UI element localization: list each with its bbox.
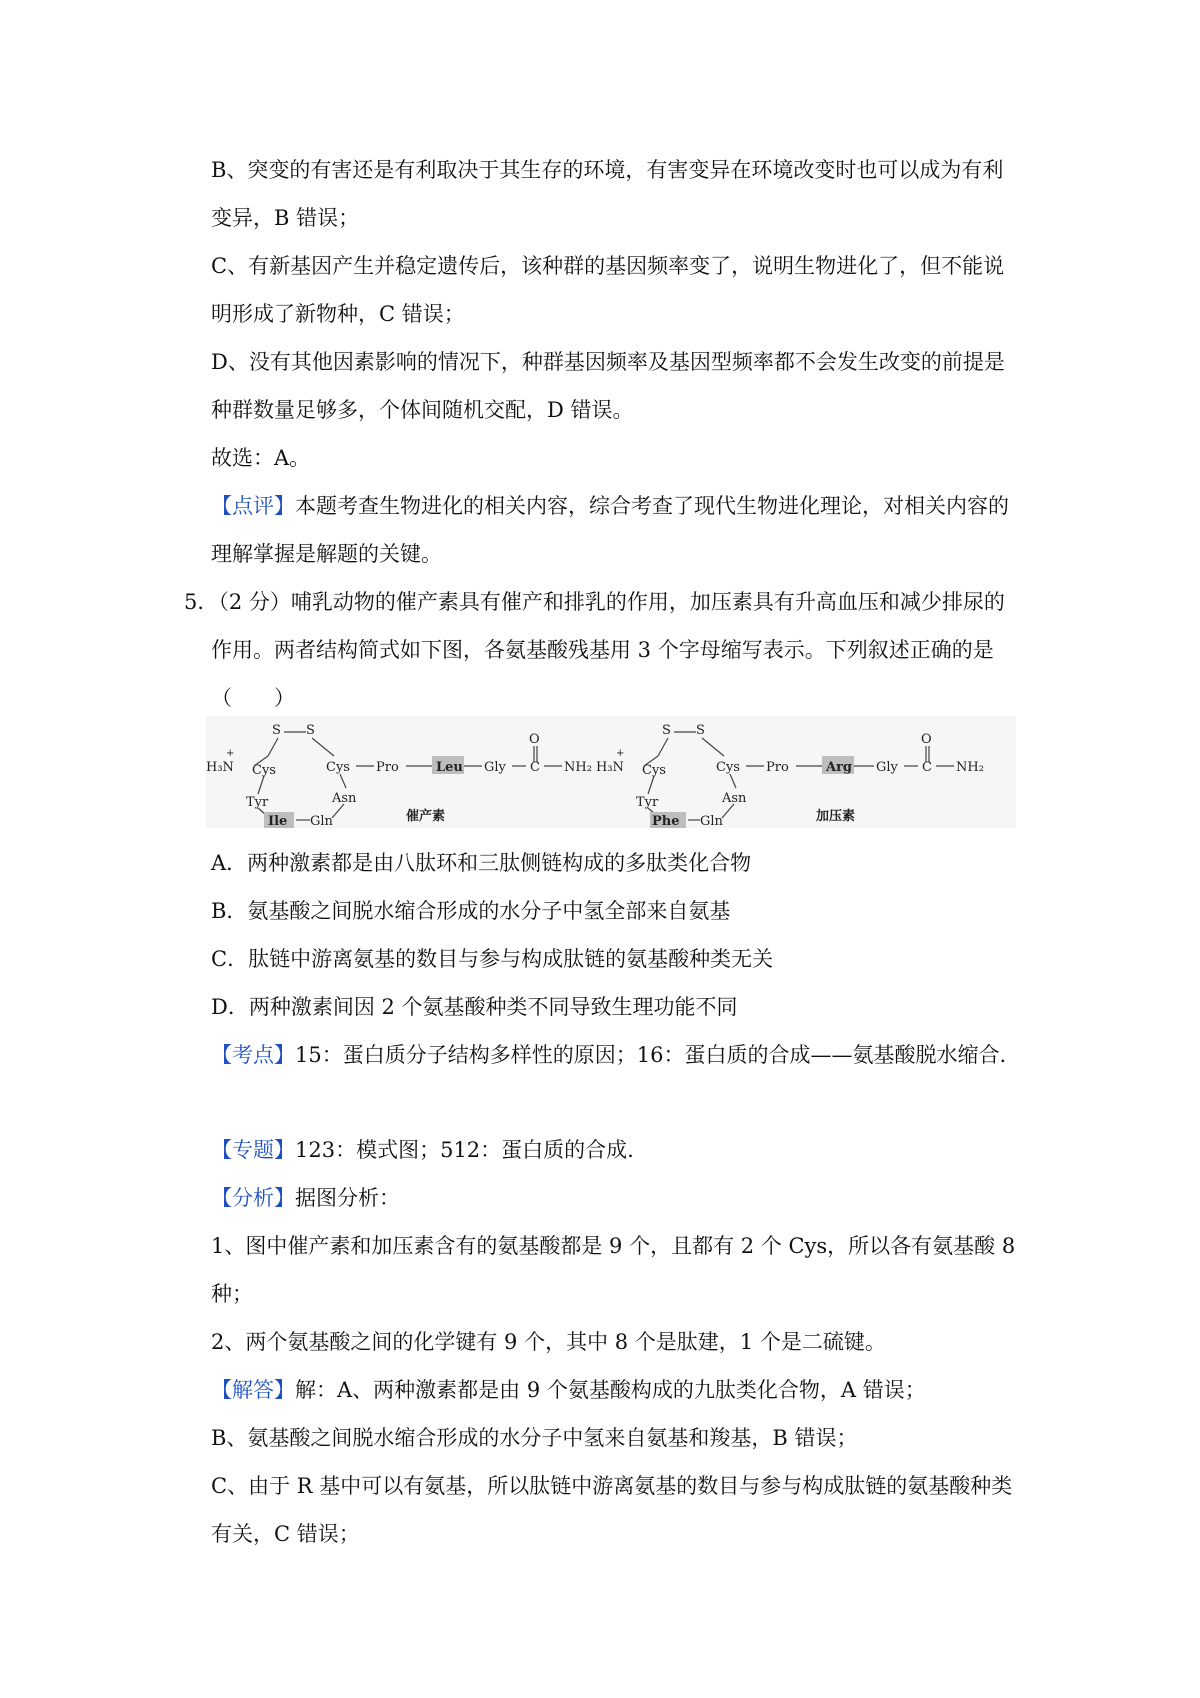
section-tag: 【专题】 xyxy=(211,1138,295,1162)
charge-label: + xyxy=(226,748,235,759)
option-b: B．氨基酸之间脱水缩合形成的水分子中氢全部来自氨基 xyxy=(211,899,731,923)
residue-label: Gln xyxy=(700,814,723,828)
residue-label: Cys xyxy=(252,763,276,778)
sulfur-label: S xyxy=(662,723,671,738)
text-line: B、突变的有害还是有利取决于其生存的环境，有害变异在环境改变时也可以成为有利 xyxy=(211,158,1004,182)
residue-label: Arg xyxy=(826,760,853,775)
residue-label: Tyr xyxy=(636,795,659,810)
text-line: 1、图中催产素和加压素含有的氨基酸都是 9 个，且都有 2 个 Cys，所以各有氨基酸 8 xyxy=(211,1234,1016,1258)
zhuanti-line xyxy=(211,1136,634,1164)
question-stem: 5．（2 分）哺乳动物的催产素具有催产和排乳的作用，加压素具有升高血压和减少排尿的 xyxy=(184,590,1005,614)
kaodian-line xyxy=(211,1041,1006,1069)
residue-label: Tyr xyxy=(246,795,269,810)
option-d: D．两种激素间因 2 个氨基酸种类不同导致生理功能不同 xyxy=(211,995,738,1019)
amino-terminus-label: H₃N xyxy=(596,760,624,775)
residue-label: Cys xyxy=(642,763,666,778)
atom-label: C xyxy=(530,760,540,775)
amino-terminus-label: H₃N xyxy=(206,760,234,775)
text-line: 作用。两者结构简式如下图，各氨基酸残基用 3 个字母缩写表示。下列叙述正确的是 xyxy=(211,638,994,662)
option-a: A．两种激素都是由八肽环和三肽侧链构成的多肽类化合物 xyxy=(211,851,752,875)
text-line: 种； xyxy=(211,1282,253,1306)
comment-line xyxy=(211,492,1009,520)
text-line: 故选：A。 xyxy=(211,446,311,470)
section-text: 据图分析： xyxy=(295,1186,400,1210)
group-label: NH₂ xyxy=(956,760,984,775)
text-line: 2、两个氨基酸之间的化学键有 9 个，其中 8 个是肽建，1 个是二硫键。 xyxy=(211,1330,886,1354)
jieda-line xyxy=(211,1376,926,1404)
residue-label: Gly xyxy=(484,760,506,775)
residue-label: Pro xyxy=(766,760,789,775)
section-tag: 【考点】 xyxy=(211,1043,295,1067)
sulfur-label: S xyxy=(272,723,281,738)
residue-label: Gln xyxy=(310,814,333,828)
atom-label: O xyxy=(529,732,540,747)
residue-label: Ile xyxy=(268,814,288,828)
text-line: 变异，B 错误； xyxy=(211,206,360,230)
residue-label: Asn xyxy=(332,791,357,806)
text-line: 理解掌握是解题的关键。 xyxy=(211,542,442,566)
charge-label: + xyxy=(616,748,625,759)
sulfur-label: S xyxy=(696,723,705,738)
residue-label: Cys xyxy=(716,760,740,775)
text-line: C、有新基因产生并稳定遗传后，该种群的基因频率变了，说明生物进化了，但不能说 xyxy=(211,254,1005,278)
residue-label: Gly xyxy=(876,760,898,775)
answer-blank: （ ） xyxy=(211,686,295,710)
residue-label: Asn xyxy=(722,791,747,806)
peptide-structure-diagram xyxy=(206,716,1016,828)
option-c: C．肽链中游离氨基的数目与参与构成肽链的氨基酸种类无关 xyxy=(211,947,774,971)
section-text: 解：A、两种激素都是由 9 个氨基酸构成的九肽类化合物，A 错误； xyxy=(295,1378,926,1402)
text-line: 有关，C 错误； xyxy=(211,1522,360,1546)
hormone-name: 催产素 xyxy=(406,809,446,824)
sulfur-label: S xyxy=(306,723,315,738)
atom-label: O xyxy=(921,732,932,747)
section-text: 本题考查生物进化的相关内容，综合考查了现代生物进化理论，对相关内容的 xyxy=(295,494,1009,518)
text-line: B、氨基酸之间脱水缩合形成的水分子中氢来自氨基和羧基，B 错误； xyxy=(211,1426,858,1450)
text-line: 明形成了新物种，C 错误； xyxy=(211,302,465,326)
atom-label: C xyxy=(922,760,932,775)
residue-label: Leu xyxy=(436,760,463,775)
text-line: C、由于 R 基中可以有氨基，所以肽链中游离氨基的数目与参与构成肽链的氨基酸种类 xyxy=(211,1474,1013,1498)
residue-label: Pro xyxy=(376,760,399,775)
group-label: NH₂ xyxy=(564,760,592,775)
text-line: D、没有其他因素影响的情况下，种群基因频率及基因型频率都不会发生改变的前提是 xyxy=(211,350,1005,374)
section-text: 123：模式图；512：蛋白质的合成. xyxy=(295,1138,634,1162)
text-line: 种群数量足够多，个体间随机交配，D 错误。 xyxy=(211,398,634,422)
section-text: 15：蛋白质分子结构多样性的原因；16：蛋白质的合成——氨基酸脱水缩合. xyxy=(295,1043,1007,1067)
section-tag: 【点评】 xyxy=(211,494,295,518)
residue-label: Cys xyxy=(326,760,350,775)
section-tag: 【解答】 xyxy=(211,1378,295,1402)
section-tag: 【分析】 xyxy=(211,1186,295,1210)
fenxi-line xyxy=(211,1184,400,1212)
hormone-name: 加压素 xyxy=(816,809,856,824)
residue-label: Phe xyxy=(652,814,680,828)
